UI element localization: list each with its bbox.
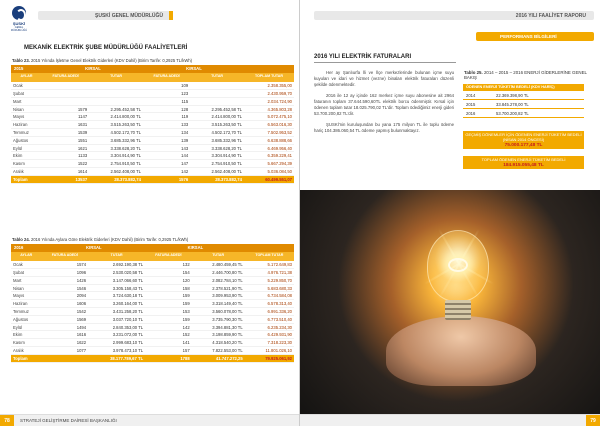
column-header: TUTAR (192, 252, 245, 261)
value-cell: 2.295.452,58 TL (89, 105, 143, 113)
value-cell: 3.685.332,96 TL (190, 136, 244, 144)
value-cell: 159 (145, 292, 192, 300)
value-cell: 3.735.790,30 TL (192, 315, 245, 323)
value-cell: 3.431.258,20 TL (88, 308, 145, 316)
table-row (11, 82, 294, 90)
table-number: Tablo 25. (464, 70, 483, 75)
table-row (11, 144, 294, 152)
table-row (11, 97, 294, 105)
value-cell: 1551 (42, 136, 89, 144)
value-cell: 109 (143, 82, 190, 90)
page-footer (300, 414, 600, 426)
column-header: FATURA ADEDİ (42, 252, 89, 261)
value-cell: 1616 (42, 331, 89, 339)
table-row (11, 269, 294, 277)
value-cell: 2.754.910,50 TL (190, 160, 244, 168)
value-cell: 3.198.859,90 TL (192, 331, 245, 339)
total-value: 13537 (42, 175, 89, 183)
value-cell (190, 97, 244, 105)
table-row (11, 315, 294, 323)
value-cell: 1614 (42, 168, 89, 176)
value-cell (89, 97, 143, 105)
year-cell: 2015 (463, 100, 493, 109)
value-cell: 3.338.628,20 TL (89, 144, 143, 152)
value-cell: 3.260.164,00 TL (88, 300, 145, 308)
table-row (11, 261, 294, 269)
value-cell: 2.295.452,58 TL (190, 105, 244, 113)
hand-illustration (386, 316, 536, 386)
value-cell: 6.563.016,30 (244, 121, 294, 129)
value-cell: 3.304.914,90 TL (89, 152, 143, 160)
blank-cell (245, 244, 294, 252)
table-row (11, 160, 294, 168)
note-text: TOPLAM ÖDENEN ENERJİ TÜKETİM BEDELİ (481, 157, 566, 162)
total-value: 28.373.882,74 (89, 175, 143, 183)
value-cell: 3.560.078,00 TL (192, 308, 245, 316)
column-header: TOPLAM TUTAR (245, 252, 294, 261)
month-cell: Ağustos (11, 315, 42, 323)
value-cell: 2.430.959,70 (244, 90, 294, 98)
table-number: Tablo 24. (12, 237, 30, 242)
month-cell: Nisan (11, 284, 42, 292)
value-cell: 2.414.800,00 TL (89, 113, 143, 121)
table-row (11, 323, 294, 331)
total-paid-box (463, 156, 584, 169)
table-row (463, 100, 584, 109)
header-bar (314, 11, 594, 20)
value-cell (190, 82, 244, 90)
table-row (11, 292, 294, 300)
value-cell: 2.840.353,00 TL (88, 323, 145, 331)
column-header: AYLAR (11, 252, 42, 261)
title-divider (314, 62, 456, 63)
amount-cell: 33.845.278,00 TL (493, 100, 584, 109)
table-caption (12, 237, 188, 242)
lightbulb-hand-photo (300, 190, 600, 414)
total-value: 1576 (143, 175, 190, 183)
value-cell: 11.801.026,10 (245, 347, 294, 355)
total-value: 79.925.061,92 (245, 354, 294, 362)
table-year-row (11, 65, 294, 73)
month-cell: Mayıs (11, 113, 42, 121)
year-cell: 2014 (463, 91, 493, 100)
value-cell: 3.978.473,10 TL (88, 347, 145, 355)
value-cell: 144 (143, 152, 190, 160)
month-cell: Eylül (11, 323, 42, 331)
value-cell: 6.638.888,66 (244, 136, 294, 144)
value-cell: 2.692.190,38 TL (88, 261, 145, 269)
month-cell: Kasım (11, 339, 42, 347)
value-cell: 1621 (42, 144, 89, 152)
value-cell: 6.429.931,90 (245, 331, 294, 339)
electricity-table-2015 (11, 65, 294, 184)
group-label: KIRSAL (143, 65, 244, 73)
value-cell: 5.683.680,33 (245, 284, 294, 292)
year-cell: 2016 (463, 109, 493, 118)
month-cell: Mayıs (11, 292, 42, 300)
header-bar (38, 11, 287, 20)
value-cell: 6.773.510,40 (245, 315, 294, 323)
column-header: FATURA ADEDİ (143, 73, 190, 82)
month-cell: Ekim (11, 331, 42, 339)
value-cell: 1574 (42, 261, 89, 269)
logo-text: ŞUSKİ (12, 21, 26, 26)
amount-cell: 22.369.398,90 TL (493, 91, 584, 100)
value-cell: 1622 (42, 339, 89, 347)
total-row (11, 354, 294, 362)
value-cell: 142 (145, 323, 192, 331)
group-label: KIRSAL (42, 244, 146, 252)
month-cell: Nisan (11, 105, 42, 113)
table-header: ÖDENEN ENERJİ TÜKETİM BEDELİ (KDV HARİÇ) (463, 84, 584, 91)
table-row (11, 105, 294, 113)
value-cell: 6.235.234,30 (245, 323, 294, 331)
value-cell: 6.359.229,41 (244, 152, 294, 160)
table-caption-text: 2016 Yılında Aylara Göre Elektrik Giderleri (KDV Dahil) (Birim Tarife: 0,2925 TL/kWh) (31, 237, 189, 242)
column-header: TUTAR (190, 73, 244, 82)
total-value: 38.177.789,67 TL (88, 354, 145, 362)
value-cell: 134 (143, 129, 190, 137)
section-tab (476, 32, 594, 41)
note-text: GEÇMİŞ DÖNEMLER İÇİN ÖDENEN ENERJİ TÜKETİM BEDELİ (NİSAN 2014 ÖNCESİ) (465, 132, 582, 142)
value-cell (42, 97, 89, 105)
month-cell: Ocak (11, 261, 42, 269)
value-cell: 3.685.332,96 TL (89, 136, 143, 144)
value-cell: 2.082.784,10 TL (192, 276, 245, 284)
value-cell (42, 82, 89, 90)
table-caption-text: 2014 – 2015 – 2016 ENERJİ GİDERLERİNE GENEL BAKIŞ (464, 70, 587, 81)
value-cell: 2.754.910,50 TL (89, 160, 143, 168)
suski-logo (8, 6, 30, 32)
month-cell: Ocak (11, 82, 42, 90)
table-row (463, 91, 584, 100)
value-cell: 2.378.521,90 TL (192, 284, 245, 292)
page-number: 79 (586, 415, 600, 426)
group-label: KIRSAL (145, 244, 245, 252)
value-cell: 157 (145, 347, 192, 355)
value-cell: 120 (145, 276, 192, 284)
value-cell: 3.305.158,43 TL (88, 284, 145, 292)
value-cell: 2.446.700,80 TL (192, 269, 245, 277)
value-cell: 3.338.628,20 TL (190, 144, 244, 152)
value-cell: 4.318.540,20 TL (192, 339, 245, 347)
column-header: TOPLAM TUTAR (244, 73, 294, 82)
paragraph: Her ay Şanlıurfa İli ve İlçe merkezlerinde bulunan içme suyu kuyuları ve idari ve hizmet (vezne) binaları elektrik faturaları düzenli şekilde ödenmektedir. (314, 70, 454, 87)
total-value: 28.373.882,74 (190, 175, 244, 183)
value-cell: 159 (145, 315, 192, 323)
value-cell: 3.037.720,10 TL (88, 315, 145, 323)
table-number: Tablo 23. (12, 58, 30, 63)
column-header: TUTAR (88, 252, 145, 261)
value-cell: 2.562.408,00 TL (89, 168, 143, 176)
value-cell: 3.515.263,50 TL (190, 121, 244, 129)
water-drop-icon (12, 6, 26, 20)
value-cell: 4.976.721,38 (245, 269, 294, 277)
month-cell: Aralık (11, 347, 42, 355)
value-cell: 1631 (42, 121, 89, 129)
value-cell: 1546 (42, 284, 89, 292)
table-year: 2015 (11, 65, 42, 73)
total-value: 60.499.551,07 (244, 175, 294, 183)
value-cell: 119 (143, 113, 190, 121)
section-title: 2016 YILI ELEKTRİK FATURALARI (314, 54, 412, 60)
month-cell: Ağustos (11, 136, 42, 144)
section-tab-label: PERFORMANS BİLGİLERİ (500, 33, 557, 39)
value-cell: 1539 (42, 129, 89, 137)
column-header: FATURA ADEDİ (42, 73, 89, 82)
table-row (11, 300, 294, 308)
table-year: 2016 (11, 244, 42, 252)
footer-text: STRATEJİ GELİŞTİRME DAİRESİ BAŞKANLIĞI (20, 418, 117, 423)
table-row (11, 308, 294, 316)
value-cell: 3.515.263,50 TL (89, 121, 143, 129)
group-label: KIRSAL (42, 65, 143, 73)
value-cell: 3.724.630,18 TL (88, 292, 145, 300)
energy-overview-table (463, 84, 584, 118)
header-title: 2016 YILI FAALİYET RAPORU (515, 12, 586, 19)
paragraph: 2016 ile 12 ay içinde 162 merkez içme suyu abonesine ait 2964 faturanın toplam 37.644.590,60TL elektrik borcu ödenmiştir. Kırsal için ödenen toplam tutar 18.025.790,02 TL'dir. Toplam ödediğimiz enerji gideri 53.700.200,82 TL'dir. (314, 93, 454, 116)
value-cell: 2.034.724,90 (244, 97, 294, 105)
value-cell: 4.365.803,28 (244, 105, 294, 113)
value-cell: 3.009.953,90 TL (192, 292, 245, 300)
value-cell: 139 (143, 136, 190, 144)
value-cell: 3.394.881,30 TL (192, 323, 245, 331)
value-cell: 147 (143, 160, 190, 168)
value-cell: 5.229.850,70 (245, 276, 294, 284)
table-header-row (11, 73, 294, 82)
past-periods-box (463, 131, 584, 149)
side-table-caption (464, 70, 588, 81)
month-cell: Aralık (11, 168, 42, 176)
value-cell (89, 82, 143, 90)
month-cell: Şubat (11, 90, 42, 98)
table-row (11, 347, 294, 355)
value-cell: 158 (145, 284, 192, 292)
value-cell: 123 (143, 90, 190, 98)
value-cell: 154 (145, 269, 192, 277)
table-row (463, 109, 584, 118)
section-title: MEKANİK ELEKTRİK ŞUBE MÜDÜRLÜĞÜ FAALİYETLERİ (24, 45, 188, 51)
value-cell: 133 (143, 121, 190, 129)
value-cell: 2.999.683,10 TL (88, 339, 145, 347)
month-cell: Haziran (11, 300, 42, 308)
value-cell: 1579 (42, 105, 89, 113)
month-cell: Ekim (11, 152, 42, 160)
value-cell: 7.318.223,30 (245, 339, 294, 347)
value-cell: 1569 (42, 315, 89, 323)
month-cell: Kasım (11, 160, 42, 168)
value-cell: 3.147.066,60 TL (88, 276, 145, 284)
table-caption (12, 58, 192, 63)
value-cell: 2094 (42, 292, 89, 300)
value-cell: 5.036.084,50 (244, 168, 294, 176)
value-cell: 5.667.294,39 (244, 160, 294, 168)
month-cell: Haziran (11, 121, 42, 129)
header-accent (169, 11, 287, 20)
value-cell: 6.734.584,08 (245, 292, 294, 300)
value-cell: 2.414.800,00 TL (190, 113, 244, 121)
value-cell: 1606 (42, 300, 89, 308)
month-cell: Mart (11, 97, 42, 105)
value-cell: 1542 (42, 308, 89, 316)
electricity-table-2016 (11, 244, 294, 363)
amount-cell: 53.700.200,82 TL (493, 109, 584, 118)
value-cell (89, 90, 143, 98)
total-value (42, 354, 89, 362)
value-cell: 2.562.408,00 TL (190, 168, 244, 176)
value-cell: 152 (145, 331, 192, 339)
total-row (11, 175, 294, 183)
table-row (11, 152, 294, 160)
table-row (11, 90, 294, 98)
month-cell: Mart (11, 276, 42, 284)
table-header-row (463, 84, 584, 91)
value-cell: 1522 (42, 160, 89, 168)
table-row (11, 339, 294, 347)
month-cell: Temmuz (11, 308, 42, 316)
value-cell: 4.502.172,70 TL (89, 129, 143, 137)
value-cell: 6.469.956,40 (244, 144, 294, 152)
filament-glow (448, 258, 468, 272)
value-cell: 1147 (42, 113, 89, 121)
value-cell: 143 (143, 144, 190, 152)
column-header: AYLAR (11, 73, 42, 82)
value-cell: 115 (143, 97, 190, 105)
blank-cell (244, 65, 294, 73)
total-value: 41.747.272,25 (192, 354, 245, 362)
table-row (11, 284, 294, 292)
value-cell: 2.480.459,45 TL (192, 261, 245, 269)
value-cell: 1096 (42, 269, 89, 277)
table-row (11, 129, 294, 137)
value-cell (190, 90, 244, 98)
value-cell (42, 90, 89, 98)
value-cell: 142 (143, 168, 190, 176)
value-cell: 2.358.355,00 (244, 82, 294, 90)
value-cell: 6.991.336,20 (245, 308, 294, 316)
value-cell: 6.578.313,40 (245, 300, 294, 308)
value-cell: 153 (145, 308, 192, 316)
value-cell: 7.822.553,00 TL (192, 347, 245, 355)
value-cell: 159 (145, 300, 192, 308)
note-value: 75.000.177,48 TL (504, 143, 543, 148)
total-value: 1788 (145, 354, 192, 362)
value-cell: 132 (145, 261, 192, 269)
table-row (11, 121, 294, 129)
column-header: TUTAR (89, 73, 143, 82)
value-cell: 7.502.953,52 (244, 129, 294, 137)
value-cell: 1494 (42, 323, 89, 331)
month-cell: Şubat (11, 269, 42, 277)
table-header-row (11, 252, 294, 261)
table-row (11, 136, 294, 144)
value-cell: 1426 (42, 276, 89, 284)
table-caption-text: 2015 Yılında İşletme Genel Elektrik Giderleri (KDV Dahil) (Birim Tarife: 0,2925 TL/kWh) (31, 58, 193, 63)
table-row (11, 113, 294, 121)
body-text (314, 70, 454, 139)
value-cell: 2.530.020,58 TL (88, 269, 145, 277)
page-footer (0, 414, 300, 426)
table-row (11, 168, 294, 176)
bulb-base (445, 300, 471, 320)
value-cell: 4.502.172,70 TL (190, 129, 244, 137)
value-cell: 1133 (42, 152, 89, 160)
month-cell: Temmuz (11, 129, 42, 137)
header-title: ŞUSKİ GENEL MÜDÜRLÜĞÜ (95, 12, 163, 19)
value-cell: 5.172.649,83 (245, 261, 294, 269)
table-row (11, 276, 294, 284)
value-cell: 128 (143, 105, 190, 113)
right-page (300, 0, 600, 426)
note-value: 184.915.055,48 TL (503, 163, 544, 168)
total-label: Toplam (11, 175, 42, 183)
logo-subtext: GENEL MÜDÜRLÜĞÜ (10, 26, 28, 32)
table-row (11, 331, 294, 339)
value-cell: 1077 (42, 347, 89, 355)
month-cell: Eylül (11, 144, 42, 152)
value-cell: 141 (145, 339, 192, 347)
page-number: 78 (0, 415, 14, 426)
table-year-row (11, 244, 294, 252)
paragraph: ŞUSKİ'nin kuruluşundan bu yana 175 milyon TL ile toplu ödeme hariç 104.386.060,54 TL ödeme yapmış bulunmaktayız. (314, 122, 454, 133)
value-cell: 3.304.914,90 TL (190, 152, 244, 160)
value-cell: 3.231.072,00 TL (88, 331, 145, 339)
value-cell: 5.072.475,10 (244, 113, 294, 121)
column-header: FATURA ADEDİ (145, 252, 192, 261)
value-cell: 3.318.149,40 TL (192, 300, 245, 308)
total-label: Toplam (11, 354, 42, 362)
